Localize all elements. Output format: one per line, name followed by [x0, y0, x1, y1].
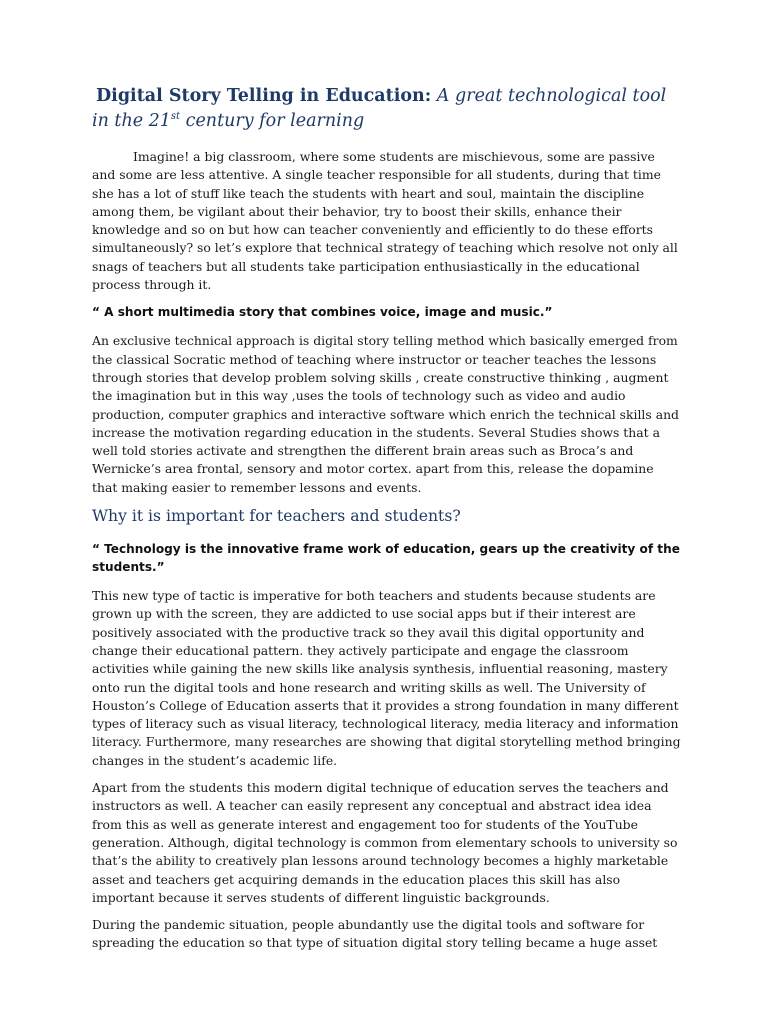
intro-paragraph: Imagine! a big classroom, where some students are mischievous, some are passive and some are less attentive. A single teacher responsible for all students, during that time she has a lot of stuff like teach the students with heart and soul, maintain the discipline among them, be vigilant about their behavior, try to boost their skills, enhance their knowledge and so on but how can teacher conveniently and efficiently to do these efforts simultaneously? so let’s explore that technical strategy of teaching which resolve not only all snags of teachers but all students take participation enthusiastically in the educational process through it.: [92, 149, 678, 293]
body-paragraph-importance: This new type of tactic is imperative for both teachers and students because students are grown up with the screen, they are addicted to use social apps but if their interest are positively associated with the productive track so they avail this digital opportunity and change their educational pattern. they actively participate and engage the classroom activities while gaining the new skills like analysis synthesis, influential reasoning, mastery onto run the digital tools and hone research and writing skills as well. The University of Houston’s College of Education asserts that it provides a strong foundation in many different types of literacy such as visual literacy, technological literacy, media literacy and information literacy. Furthermore, many researches are showing that digital storytelling method bringing changes in the student’s academic life.: [92, 588, 681, 768]
section-heading: Why it is important for teachers and students?: [92, 507, 461, 526]
body-paragraph-pandemic: During the pandemic situation, people abundantly use the digital tools and software for spreading the education so that type of situation digital story telling became a huge asset: [92, 917, 658, 951]
body-paragraph-teachers: Apart from the students this modern digital technique of education serves the teachers and instructors as well. A teacher can easily represent any conceptual and abstract idea idea from this as well as generate interest and engagement too for students of the YouTube generation. Although, digital technology is common from elementary schools to university so that’s the ability to creatively plan lessons around technology becomes a highly marketable asset and teachers get acquiring demands in the education places this skill has also important because it serves students of different linguistic backgrounds.: [92, 780, 678, 905]
document-title: [92, 84, 682, 134]
title-italic-post: century for learning: [180, 111, 365, 131]
pull-quote-multimedia: “ A short multimedia story that combines voice, image and music.”: [92, 305, 553, 320]
body-paragraph-approach: An exclusive technical approach is digital story telling method which basically emerged from the classical Socratic method of teaching where instructor or teacher teaches the lessons through stories that develop problem solving skills , create constructive thinking , augment the imagination but in this way ,uses the tools of technology such as video and audio production, computer graphics and interactive software which enrich the technical skills and increase the motivation regarding education in the students. Several Studies shows that a well told stories activate and strengthen the different brain areas such as Broca’s and Wernicke’s area frontal, sensory and motor cortex. apart from this, release the dopamine that making easier to remember lessons and events.: [92, 333, 679, 495]
title-superscript: st: [170, 111, 181, 123]
document-page: [92, 84, 682, 962]
title-italic-pre: A great technological tool in the 21: [92, 86, 667, 131]
pull-quote-technology: “ Technology is the innovative frame work of education, gears up the creativity of the students.”: [92, 542, 680, 575]
title-bold-part: Digital Story Telling in Education:: [96, 86, 432, 106]
